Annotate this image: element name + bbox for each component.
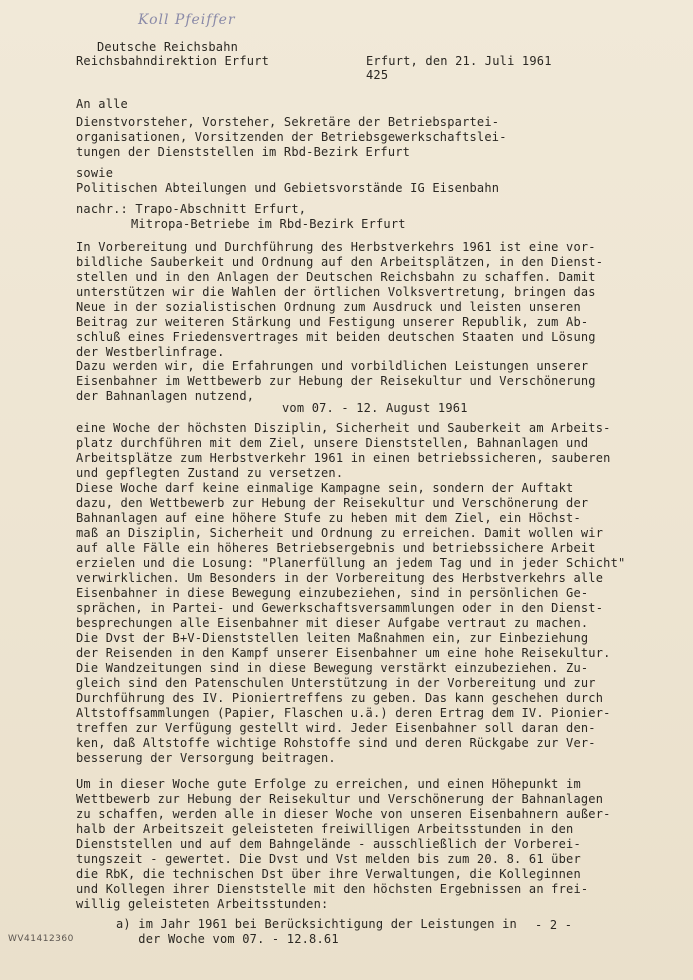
text-line: stellen und in den Anlagen der Deutschen Reichsbahn zu schaffen. Damit xyxy=(76,270,596,284)
text-line: Arbeitsplätze zum Herbstverkehr 1961 in einen betriebssicheren, sauberen xyxy=(76,451,611,465)
text-line: gleich sind den Patenschulen Unterstützung in der Vorbereitung und zur xyxy=(76,676,596,690)
place-date: Erfurt, den 21. Juli 1961 xyxy=(366,54,552,68)
text-line: besserung der Versorgung beitragen. xyxy=(76,751,336,765)
text-line: erzielen und die Losung: "Planerfüllung an jedem Tag und in jeder Schicht" xyxy=(76,556,626,570)
text-line: halb der Arbeitszeit geleisteten freiwilligen Arbeitsstunden in den xyxy=(76,822,574,836)
text-line: der Bahnanlagen nutzend, xyxy=(76,389,255,403)
text-line: ken, daß Altstoffe wichtige Rohstoffe sind und deren Rückgabe zur Ver- xyxy=(76,736,596,750)
text-line: und Kollegen ihrer Dienststelle mit den höchsten Ergebnissen an frei- xyxy=(76,882,589,896)
text-line: Die Dvst der B+V-Dienststellen leiten Maßnahmen ein, zur Einbeziehung xyxy=(76,631,589,645)
text-line: und gepflegten Zustand zu versetzen. xyxy=(76,466,344,480)
date-range: vom 07. - 12. August 1961 xyxy=(282,401,468,415)
text-line: bildliche Sauberkeit und Ordnung auf den Arbeitsplätzen, in den Dienst- xyxy=(76,255,604,269)
text-line: treffen zur Verfügung gestellt wird. Jeder Eisenbahner soll daran den- xyxy=(76,721,596,735)
text-line: eine Woche der höchsten Disziplin, Sicherheit und Sauberkeit am Arbeits- xyxy=(76,421,611,435)
text-line: Eisenbahner im Wettbewerb zur Hebung der Reisekultur und Verschönerung xyxy=(76,374,596,388)
cc-line-2: Mitropa-Betriebe im Rbd-Bezirk Erfurt xyxy=(131,217,406,231)
recipients-line: Dienstvorsteher, Vorsteher, Sekretäre der Betriebspartei- xyxy=(76,115,500,129)
text-line: Beitrag zur weiteren Stärkung und Festigung unserer Republik, zum Ab- xyxy=(76,315,589,329)
text-line: zu schaffen, werden alle in dieser Woche von unseren Eisenbahnern außer- xyxy=(76,807,611,821)
text-line: Durchführung des IV. Pioniertreffens zu geben. Das kann geschehen durch xyxy=(76,691,604,705)
text-line: schluß eines Friedensvertrages mit beiden deutschen Staaten und Lösung xyxy=(76,330,596,344)
text-line: willig geleisteten Arbeitsstunden: xyxy=(76,897,329,911)
text-line: der Woche vom 07. - 12.8.61 xyxy=(116,932,339,946)
sowie-line: Politischen Abteilungen und Gebietsvorstände IG Eisenbahn xyxy=(76,181,500,195)
cc-line-1: nachr.: Trapo-Abschnitt Erfurt, xyxy=(76,202,307,216)
text-line: unterstützen wir die Wahlen der örtlichen Volksvertretung, bringen das xyxy=(76,285,596,299)
text-line: tungszeit - gewertet. Die Dvst und Vst melden bis zum 20. 8. 61 über xyxy=(76,852,581,866)
text-line: auf alle Fälle ein höheres Betriebsergebnis und betriebssichere Arbeit xyxy=(76,541,596,555)
text-line: die RbK, die technischen Dst über ihre Verwaltungen, die Kolleginnen xyxy=(76,867,581,881)
text-line: Dienststellen und auf dem Bahngelände - ausschließlich der Vorberei- xyxy=(76,837,581,851)
recipients-line: tungen der Dienststellen im Rbd-Bezirk Erfurt xyxy=(76,145,411,159)
text-line: Dazu werden wir, die Erfahrungen und vorbildlichen Leistungen unserer xyxy=(76,359,589,373)
text-line: der Reisenden in den Kampf unserer Eisenbahner um eine hohe Reisekultur. xyxy=(76,646,611,660)
text-line: Altstoffsammlungen (Papier, Flaschen u.ä.) deren Ertrag dem IV. Pionier- xyxy=(76,706,611,720)
sender-line-2: Reichsbahndirektion Erfurt xyxy=(76,54,270,68)
recipients-line: organisationen, Vorsitzenden der Betriebsgewerkschaftslei- xyxy=(76,130,507,144)
text-line: Neue in der sozialistischen Ordnung zum Ausdruck und leisten unseren xyxy=(76,300,581,314)
reference-number: 425 xyxy=(366,68,389,82)
text-line: verwirklichen. Um Besonders in der Vorbereitung des Herbstverkehrs alle xyxy=(76,571,604,585)
text-line: der Westberlinfrage. xyxy=(76,345,225,359)
sowie-label: sowie xyxy=(76,166,114,180)
text-line: In Vorbereitung und Durchführung des Herbstverkehrs 1961 ist eine vor- xyxy=(76,240,596,254)
text-line: Um in dieser Woche gute Erfolge zu erreichen, und einen Höhepunkt im xyxy=(76,777,581,791)
text-line: a) im Jahr 1961 bei Berücksichtigung der Leistungen in xyxy=(116,917,517,931)
text-line: platz durchführen mit dem Ziel, unsere Dienststellen, Bahnanlagen und xyxy=(76,436,589,450)
archive-stamp: WV41412360 xyxy=(8,934,74,944)
handwritten-note: Koll Pfeiffer xyxy=(138,12,236,28)
text-line: dazu, den Wettbewerb zur Hebung der Reisekultur und Verschönerung der xyxy=(76,496,589,510)
text-line: Wettbewerb zur Hebung der Reisekultur und Verschönerung der Bahnanlagen xyxy=(76,792,604,806)
text-line: Bahnanlagen auf eine höhere Stufe zu heben mit dem Ziel, ein Höchst- xyxy=(76,511,581,525)
recipients-heading: An alle xyxy=(76,97,128,111)
sender-line-1: Deutsche Reichsbahn xyxy=(97,40,239,54)
text-line: Diese Woche darf keine einmalige Kampagne sein, sondern der Auftakt xyxy=(76,481,574,495)
page-marker: - 2 - xyxy=(535,918,573,932)
text-line: Eisenbahner in diese Bewegung einzubeziehen, sind in persönlichen Ge- xyxy=(76,586,589,600)
text-line: sprächen, in Partei- und Gewerkschaftsversammlungen oder in den Dienst- xyxy=(76,601,604,615)
text-line: Die Wandzeitungen sind in diese Bewegung verstärkt einzubeziehen. Zu- xyxy=(76,661,589,675)
text-line: besprechungen alle Eisenbahner mit dieser Aufgabe vertraut zu machen. xyxy=(76,616,589,630)
text-line: maß an Disziplin, Sicherheit und Ordnung zu erreichen. Damit wollen wir xyxy=(76,526,604,540)
